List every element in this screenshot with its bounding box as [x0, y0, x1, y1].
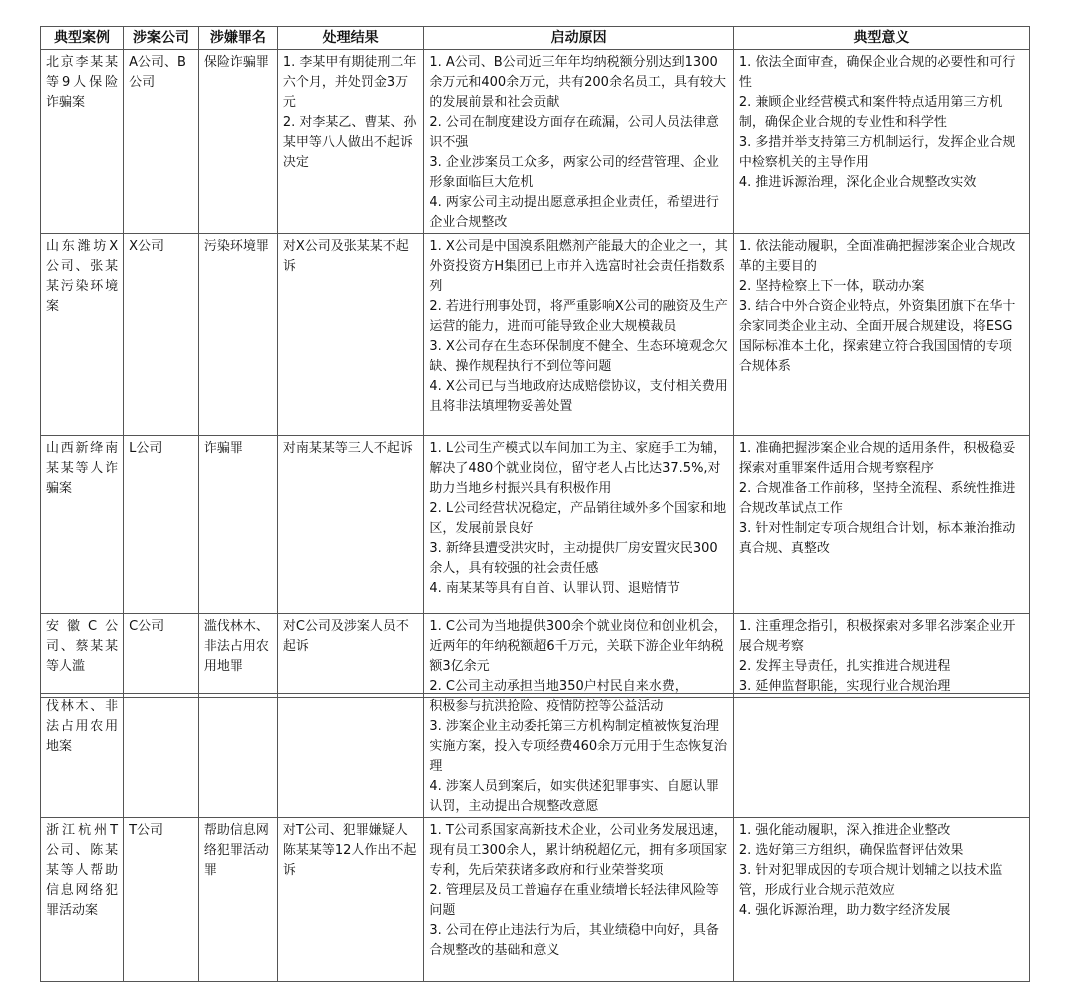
- table-row: [41, 694, 1030, 818]
- reason-line: 3. X公司存在生态环保制度不健全、生态环境观念欠缺、操作规程执行不到位等问题: [429, 339, 728, 374]
- charge-cell: 滥伐林木、非法占用农用地罪: [198, 614, 277, 698]
- result-cell: [277, 50, 423, 234]
- header-reasons: 启动原因: [424, 27, 734, 50]
- reason-line: 2. C公司主动承担当地350户村民自来水费，: [429, 679, 688, 694]
- significance-cell: [733, 614, 1029, 698]
- reason-line: 3. 公司在停止违法行为后，其业绩稳中向好，具备合规整改的基础和意义: [429, 923, 719, 958]
- significance-line: 3. 延伸监督职能，实现行业合规治理: [738, 679, 951, 694]
- table-row: [41, 50, 1030, 234]
- result-line: 2. 对李某乙、曹某、孙某甲等八人做出不起诉决定: [282, 115, 417, 170]
- cases-table-part2: [40, 693, 1030, 982]
- result-line: 对C公司及涉案人员不起诉: [282, 619, 409, 654]
- header-significance: 典型意义: [733, 27, 1029, 50]
- reason-line: 积极参与抗洪抢险、疫情防控等公益活动: [429, 699, 664, 714]
- result-cell: [277, 694, 423, 818]
- reason-line: 4. X公司已与当地政府达成赔偿协议，支付相关费用且将非法填埋物妥善处置: [429, 379, 728, 414]
- table-row: [41, 234, 1030, 436]
- reason-line: 1. A公司、B公司近三年年均纳税额分别达到1300余万元和400余万元，共有200余名员工，具有较大的发展前景和社会贡献: [429, 55, 726, 110]
- charge-cell: 诈骗罪: [198, 436, 277, 614]
- charge-cell: 保险诈骗罪: [198, 50, 277, 234]
- significance-cell: [733, 50, 1029, 234]
- table-row: [41, 614, 1030, 698]
- reasons-cell: [424, 436, 734, 614]
- result-line: 对T公司、犯罪嫌疑人陈某某等12人作出不起诉: [282, 823, 417, 878]
- reason-line: 3. 涉案企业主动委托第三方机构制定植被恢复治理实施方案，投入专项经费460余万元用于生态恢复治理: [429, 719, 728, 774]
- significance-line: 3. 多措并举支持第三方机制运行，发挥企业合规中检察机关的主导作用: [738, 135, 1016, 170]
- table-row: [41, 818, 1030, 982]
- company-cell: T公司: [124, 818, 199, 982]
- significance-line: 4. 推进诉源治理，深化企业合规整改实效: [738, 175, 977, 190]
- company-cell: L公司: [124, 436, 199, 614]
- significance-line: 2. 合规准备工作前移，坚持全流程、系统性推进合规改革试点工作: [738, 481, 1016, 516]
- reason-line: 1. X公司是中国溴系阻燃剂产能最大的企业之一，其外资投资方H集团已上市并入选富时社会责任指数系列: [429, 239, 728, 294]
- header-case: 典型案例: [41, 27, 124, 50]
- significance-line: 1. 注重理念指引，积极探索对多罪名涉案企业开展合规考察: [738, 619, 1016, 654]
- cases-table-part1: [40, 26, 1030, 698]
- case-cell: 安徽C公司、蔡某某等人滥: [41, 614, 124, 698]
- charge-cell: 帮助信息网络犯罪活动罪: [198, 818, 277, 982]
- result-cell: [277, 234, 423, 436]
- reasons-cell: [424, 694, 734, 818]
- result-line: 对南某某等三人不起诉: [282, 441, 413, 456]
- reasons-cell: [424, 818, 734, 982]
- reason-line: 2. 若进行刑事处罚，将严重影响X公司的融资及生产运营的能力，进而可能导致企业大规模裁员: [429, 299, 728, 334]
- result-cell: [277, 818, 423, 982]
- case-cell: 北京李某某等9人保险诈骗案: [41, 50, 124, 234]
- significance-line: 2. 坚持检察上下一体，联动办案: [738, 279, 925, 294]
- significance-line: 4. 强化诉源治理，助力数字经济发展: [738, 903, 951, 918]
- company-cell: [124, 694, 199, 818]
- significance-line: 3. 针对性制定专项合规组合计划，标本兼治推动真合规、真整改: [738, 521, 1016, 556]
- result-line: 对X公司及张某某不起诉: [282, 239, 409, 274]
- significance-line: 1. 强化能动履职，深入推进企业整改: [738, 823, 951, 838]
- header-charge: 涉嫌罪名: [198, 27, 277, 50]
- reason-line: 1. C公司为当地提供300余个就业岗位和创业机会，近两年的年纳税额超6千万元，关联下游企业年纳税额3亿余元: [429, 619, 727, 674]
- table-row: [41, 436, 1030, 614]
- reason-line: 2. L公司经营状况稳定，产品销往域外多个国家和地区，发展前景良好: [429, 501, 727, 536]
- significance-line: 2. 兼顾企业经营模式和案件特点适用第三方机制，确保企业合规的专业性和科学性: [738, 95, 1003, 130]
- significance-cell: [733, 694, 1029, 818]
- significance-cell: [733, 234, 1029, 436]
- company-cell: C公司: [124, 614, 199, 698]
- case-cell: 伐林木、非法占用农用地案: [41, 694, 124, 818]
- reason-line: 4. 南某某等具有自首、认罪认罚、退赔情节: [429, 581, 680, 596]
- reason-line: 2. 公司在制度建设方面存在疏漏，公司人员法律意识不强: [429, 115, 719, 150]
- significance-line: 1. 依法能动履职，全面准确把握涉案企业合规改革的主要目的: [738, 239, 1016, 274]
- charge-cell: [198, 694, 277, 818]
- significance-line: 2. 选好第三方组织，确保监督评估效果: [738, 843, 964, 858]
- company-cell: A公司、B公司: [124, 50, 199, 234]
- significance-line: 3. 结合中外合资企业特点，外资集团旗下在华十余家同类企业主动、全面开展合规建设，将ESG国际标准本土化，探索建立符合我国国情的专项合规体系: [738, 299, 1016, 374]
- case-cell: 山西新绛南某某等人诈骗案: [41, 436, 124, 614]
- case-cell: 浙江杭州T公司、陈某某等人帮助信息网络犯罪活动案: [41, 818, 124, 982]
- reason-line: 1. L公司生产模式以车间加工为主、家庭手工为辅，解决了480个就业岗位，留守老人占比达37.5%,对助力当地乡村振兴具有积极作用: [429, 441, 727, 496]
- reason-line: 2. 管理层及员工普遍存在重业绩增长轻法律风险等问题: [429, 883, 719, 918]
- header-result: 处理结果: [277, 27, 423, 50]
- reasons-cell: [424, 50, 734, 234]
- reasons-cell: [424, 234, 734, 436]
- result-line: 1. 李某甲有期徒刑二年六个月，并处罚金3万元: [282, 55, 417, 110]
- reason-line: 3. 企业涉案员工众多，两家公司的经营管理、企业形象面临巨大危机: [429, 155, 719, 190]
- reason-line: 4. 涉案人员到案后，如实供述犯罪事实、自愿认罪认罚，主动提出合规整改意愿: [429, 779, 719, 814]
- header-company: 涉案公司: [124, 27, 199, 50]
- significance-line: 2. 发挥主导责任，扎实推进合规进程: [738, 659, 951, 674]
- company-cell: X公司: [124, 234, 199, 436]
- result-cell: [277, 614, 423, 698]
- table-header-row: [41, 27, 1030, 50]
- significance-cell: [733, 436, 1029, 614]
- reason-line: 3. 新绛县遭受洪灾时，主动提供厂房安置灾民300余人，具有较强的社会责任感: [429, 541, 718, 576]
- significance-line: 1. 准确把握涉案企业合规的适用条件，积极稳妥探索对重罪案件适用合规考察程序: [738, 441, 1016, 476]
- significance-cell: [733, 818, 1029, 982]
- case-cell: 山东潍坊X公司、张某某污染环境案: [41, 234, 124, 436]
- result-cell: [277, 436, 423, 614]
- reason-line: 4. 两家公司主动提出愿意承担企业责任，希望进行企业合规整改: [429, 195, 719, 230]
- significance-line: 3. 针对犯罪成因的专项合规计划辅之以技术监管，形成行业合规示范效应: [738, 863, 1003, 898]
- charge-cell: 污染环境罪: [198, 234, 277, 436]
- reasons-cell: [424, 614, 734, 698]
- significance-line: 1. 依法全面审查，确保企业合规的必要性和可行性: [738, 55, 1016, 90]
- reason-line: 1. T公司系国家高新技术企业，公司业务发展迅速，现有员工300余人，累计纳税超亿元，拥有多项国家专利，先后荣获诸多政府和行业荣誉奖项: [429, 823, 728, 878]
